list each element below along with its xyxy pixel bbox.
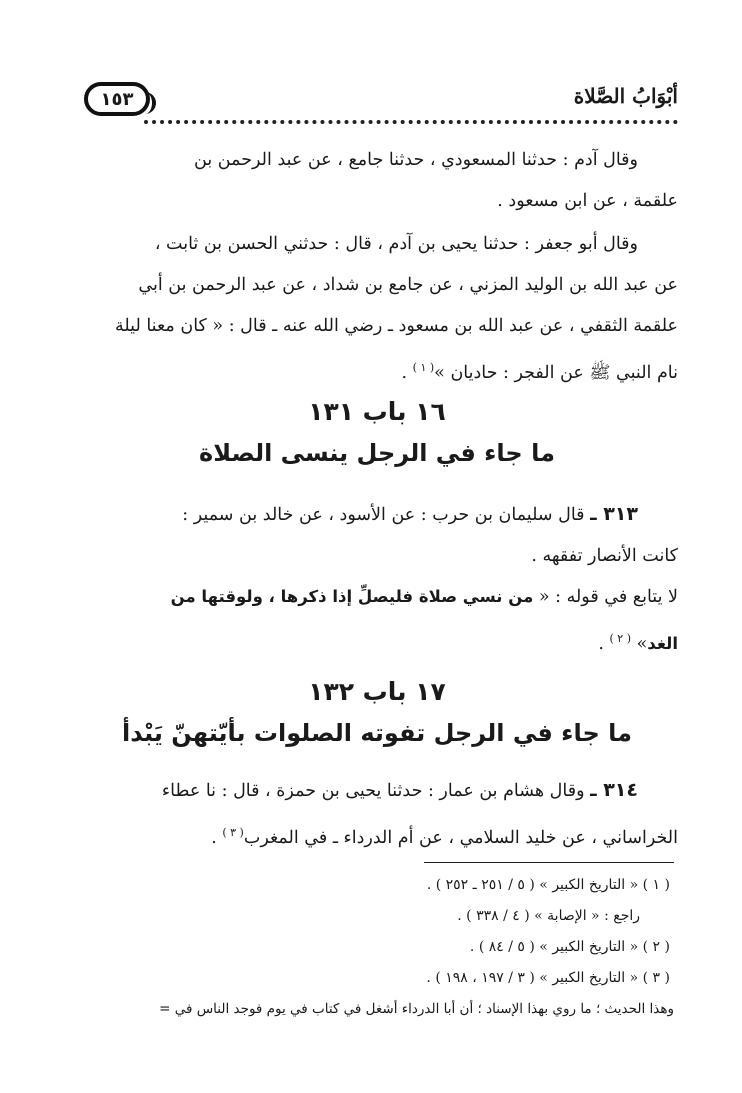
footnote-ref-3: ( ٣ ) — [222, 826, 244, 839]
narration-note — [76, 576, 678, 665]
hadith-text-bold: من نسي صلاة فليصلِّ إذا ذكرها ، ولوقتها من — [170, 587, 534, 606]
footnote-ref-2: ( ٢ ) — [609, 632, 632, 645]
text-span: قال سليمان بن حرب : عن الأسود ، عن خالد بن سمير : — [182, 505, 591, 525]
chapter-title: ما جاء في الرجل تفوته الصلوات بأيّتهنّ يَبْدأ — [122, 719, 632, 747]
hadith-number: ٣١٤ ـ — [590, 779, 638, 801]
header-divider — [144, 120, 678, 124]
running-title: أبْوَابُ الصَّلاة — [573, 84, 678, 108]
text-line: كانت الأنصار تفقهه . — [531, 546, 678, 566]
text-line — [76, 347, 678, 394]
chapter-heading-16 — [76, 392, 678, 474]
hadith-313 — [76, 494, 678, 577]
text-span: » — [631, 633, 648, 654]
text-span: . — [211, 827, 223, 848]
text-span: نام النبي ﷺ عن الفجر : حاديان » — [434, 362, 678, 383]
footnote-ref-1: ( ١ ) — [412, 361, 435, 374]
text-line: علقمة ، عن ابن مسعود . — [497, 191, 678, 211]
text-line: وقال أبو جعفر : حدثنا يحيى بن آدم ، قال : حدثني الحسن بن ثابت ، — [154, 234, 638, 254]
text-line: عن عبد الله بن الوليد المزني ، عن جامع بن شداد ، عن عبد الرحمن بن أبي — [138, 275, 678, 295]
chapter-number: ١٧ باب ١٣٢ — [308, 677, 446, 706]
paragraph-abu-jafar — [76, 224, 678, 394]
footnote-divider — [424, 862, 674, 863]
text-line: وقال آدم : حدثنا المسعودي ، حدثنا جامع ، عن عبد الرحمن بن — [194, 150, 638, 170]
footnote-1-continued: راجع : « الإصابة » ( ٤ / ٣٣٨ ) . — [457, 908, 640, 924]
text-span: وقال هشام بن عمار : حدثنا يحيى بن حمزة ، قال : نا عطاء — [161, 781, 591, 801]
text-line — [76, 576, 678, 618]
hadith-number: ٣١٣ ـ — [590, 503, 638, 525]
chapter-heading-17 — [76, 672, 678, 754]
text-line — [76, 494, 678, 536]
text-line: علقمة الثقفي ، عن عبد الله بن مسعود ـ رضي الله عنه ـ قال : « كان معنا ليلة — [115, 316, 678, 336]
page-header — [84, 78, 678, 130]
text-span: . — [401, 362, 413, 383]
text-span: لا يتابع في قوله : « — [533, 587, 678, 607]
footnotes — [76, 870, 678, 1025]
text-span: الخراساني ، عن خليد السلامي ، عن أم الدرداء ـ في المغرب — [243, 827, 678, 848]
hadith-314 — [76, 770, 678, 859]
text-line — [76, 770, 678, 812]
text-span: . — [598, 633, 610, 654]
page-number: ١٥٣ — [84, 82, 150, 116]
chapter-number: ١٦ باب ١٣١ — [308, 397, 446, 426]
footnote-3: ( ٣ ) « التاريخ الكبير » ( ٣ / ١٩٧ ، ١٩٨ ) . — [426, 970, 670, 986]
footnote-1: ( ١ ) « التاريخ الكبير » ( ٥ / ٢٥١ ـ ٢٥٢ ) . — [426, 877, 670, 893]
chapter-title: ما جاء في الرجل ينسى الصلاة — [199, 439, 555, 467]
footnote-2: ( ٢ ) « التاريخ الكبير » ( ٥ / ٨٤ ) . — [469, 939, 670, 955]
paragraph-adam — [76, 140, 678, 222]
footnote-3-continued: وهذا الحديث ؛ ما روي بهذا الإسناد ؛ أن أبا الدرداء أشغل في كتاب في يوم فوجد الناس في = — [159, 1001, 674, 1017]
hadith-text-bold: الغد — [647, 633, 678, 653]
text-line — [76, 618, 678, 665]
text-line — [76, 812, 678, 859]
